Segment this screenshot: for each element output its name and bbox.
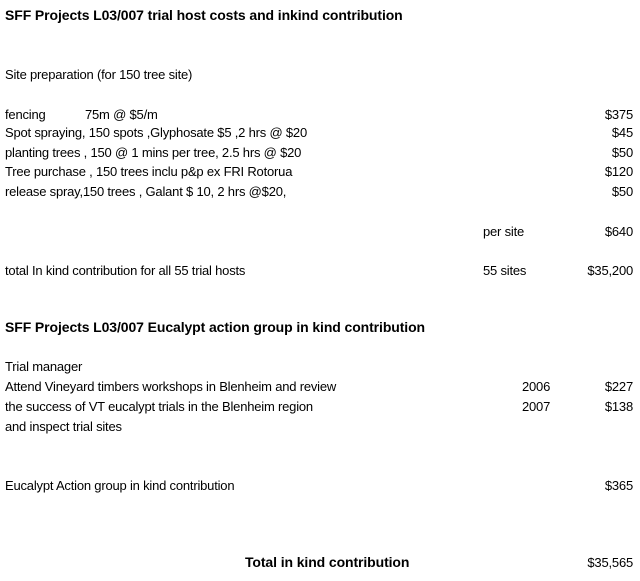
cost-amount: $375 xyxy=(604,107,633,122)
per-site-label: per site xyxy=(483,224,525,239)
total-hosts-label: total In kind contribution for all 55 trial hosts xyxy=(5,263,246,278)
activity-year: 2007 xyxy=(522,399,551,414)
activity-year: 2006 xyxy=(522,379,551,394)
eag-contribution-label: Eucalypt Action group in kind contribution xyxy=(5,478,235,493)
cost-row-fencing xyxy=(5,107,305,122)
cost-detail: 75m @ $5/m xyxy=(85,107,158,122)
cost-amount: $50 xyxy=(611,184,633,199)
grand-total-amount: $35,565 xyxy=(587,555,633,570)
cost-label: Spot spraying, 150 spots ,Glyphosate $5 ,2 hrs @ $20 xyxy=(5,125,307,140)
cost-label: planting trees , 150 @ 1 mins per tree, 2.5 hrs @ $20 xyxy=(5,145,302,160)
total-sites: 55 sites xyxy=(483,263,527,278)
activity-label: and inspect trial sites xyxy=(5,419,122,434)
cost-amount: $45 xyxy=(611,125,633,140)
cost-label: Tree purchase , 150 trees inclu p&p ex FRI Rotorua xyxy=(5,164,293,179)
cost-label: release spray,150 trees , Galant $ 10, 2 hrs @$20, xyxy=(5,184,287,199)
section1-title: SFF Projects L03/007 trial host costs and inkind contribution xyxy=(5,7,403,23)
section2-title: SFF Projects L03/007 Eucalypt action group in kind contribution xyxy=(5,319,425,335)
activity-label: Attend Vineyard timbers workshops in Blenheim and review xyxy=(5,379,337,394)
cost-amount: $120 xyxy=(604,164,633,179)
per-site-amount: $640 xyxy=(604,224,633,239)
cost-amount: $50 xyxy=(611,145,633,160)
total-hosts-amount: $35,200 xyxy=(587,263,633,278)
cost-label: fencing xyxy=(5,107,46,122)
eag-contribution-amount: $365 xyxy=(604,478,633,493)
section1-subtitle: Site preparation (for 150 tree site) xyxy=(5,67,193,82)
activity-amount: $138 xyxy=(604,399,633,414)
grand-total-label: Total in kind contribution xyxy=(245,554,410,570)
activity-label: the success of VT eucalypt trials in the Blenheim region xyxy=(5,399,313,414)
trial-manager-label: Trial manager xyxy=(5,359,83,374)
activity-amount: $227 xyxy=(604,379,633,394)
